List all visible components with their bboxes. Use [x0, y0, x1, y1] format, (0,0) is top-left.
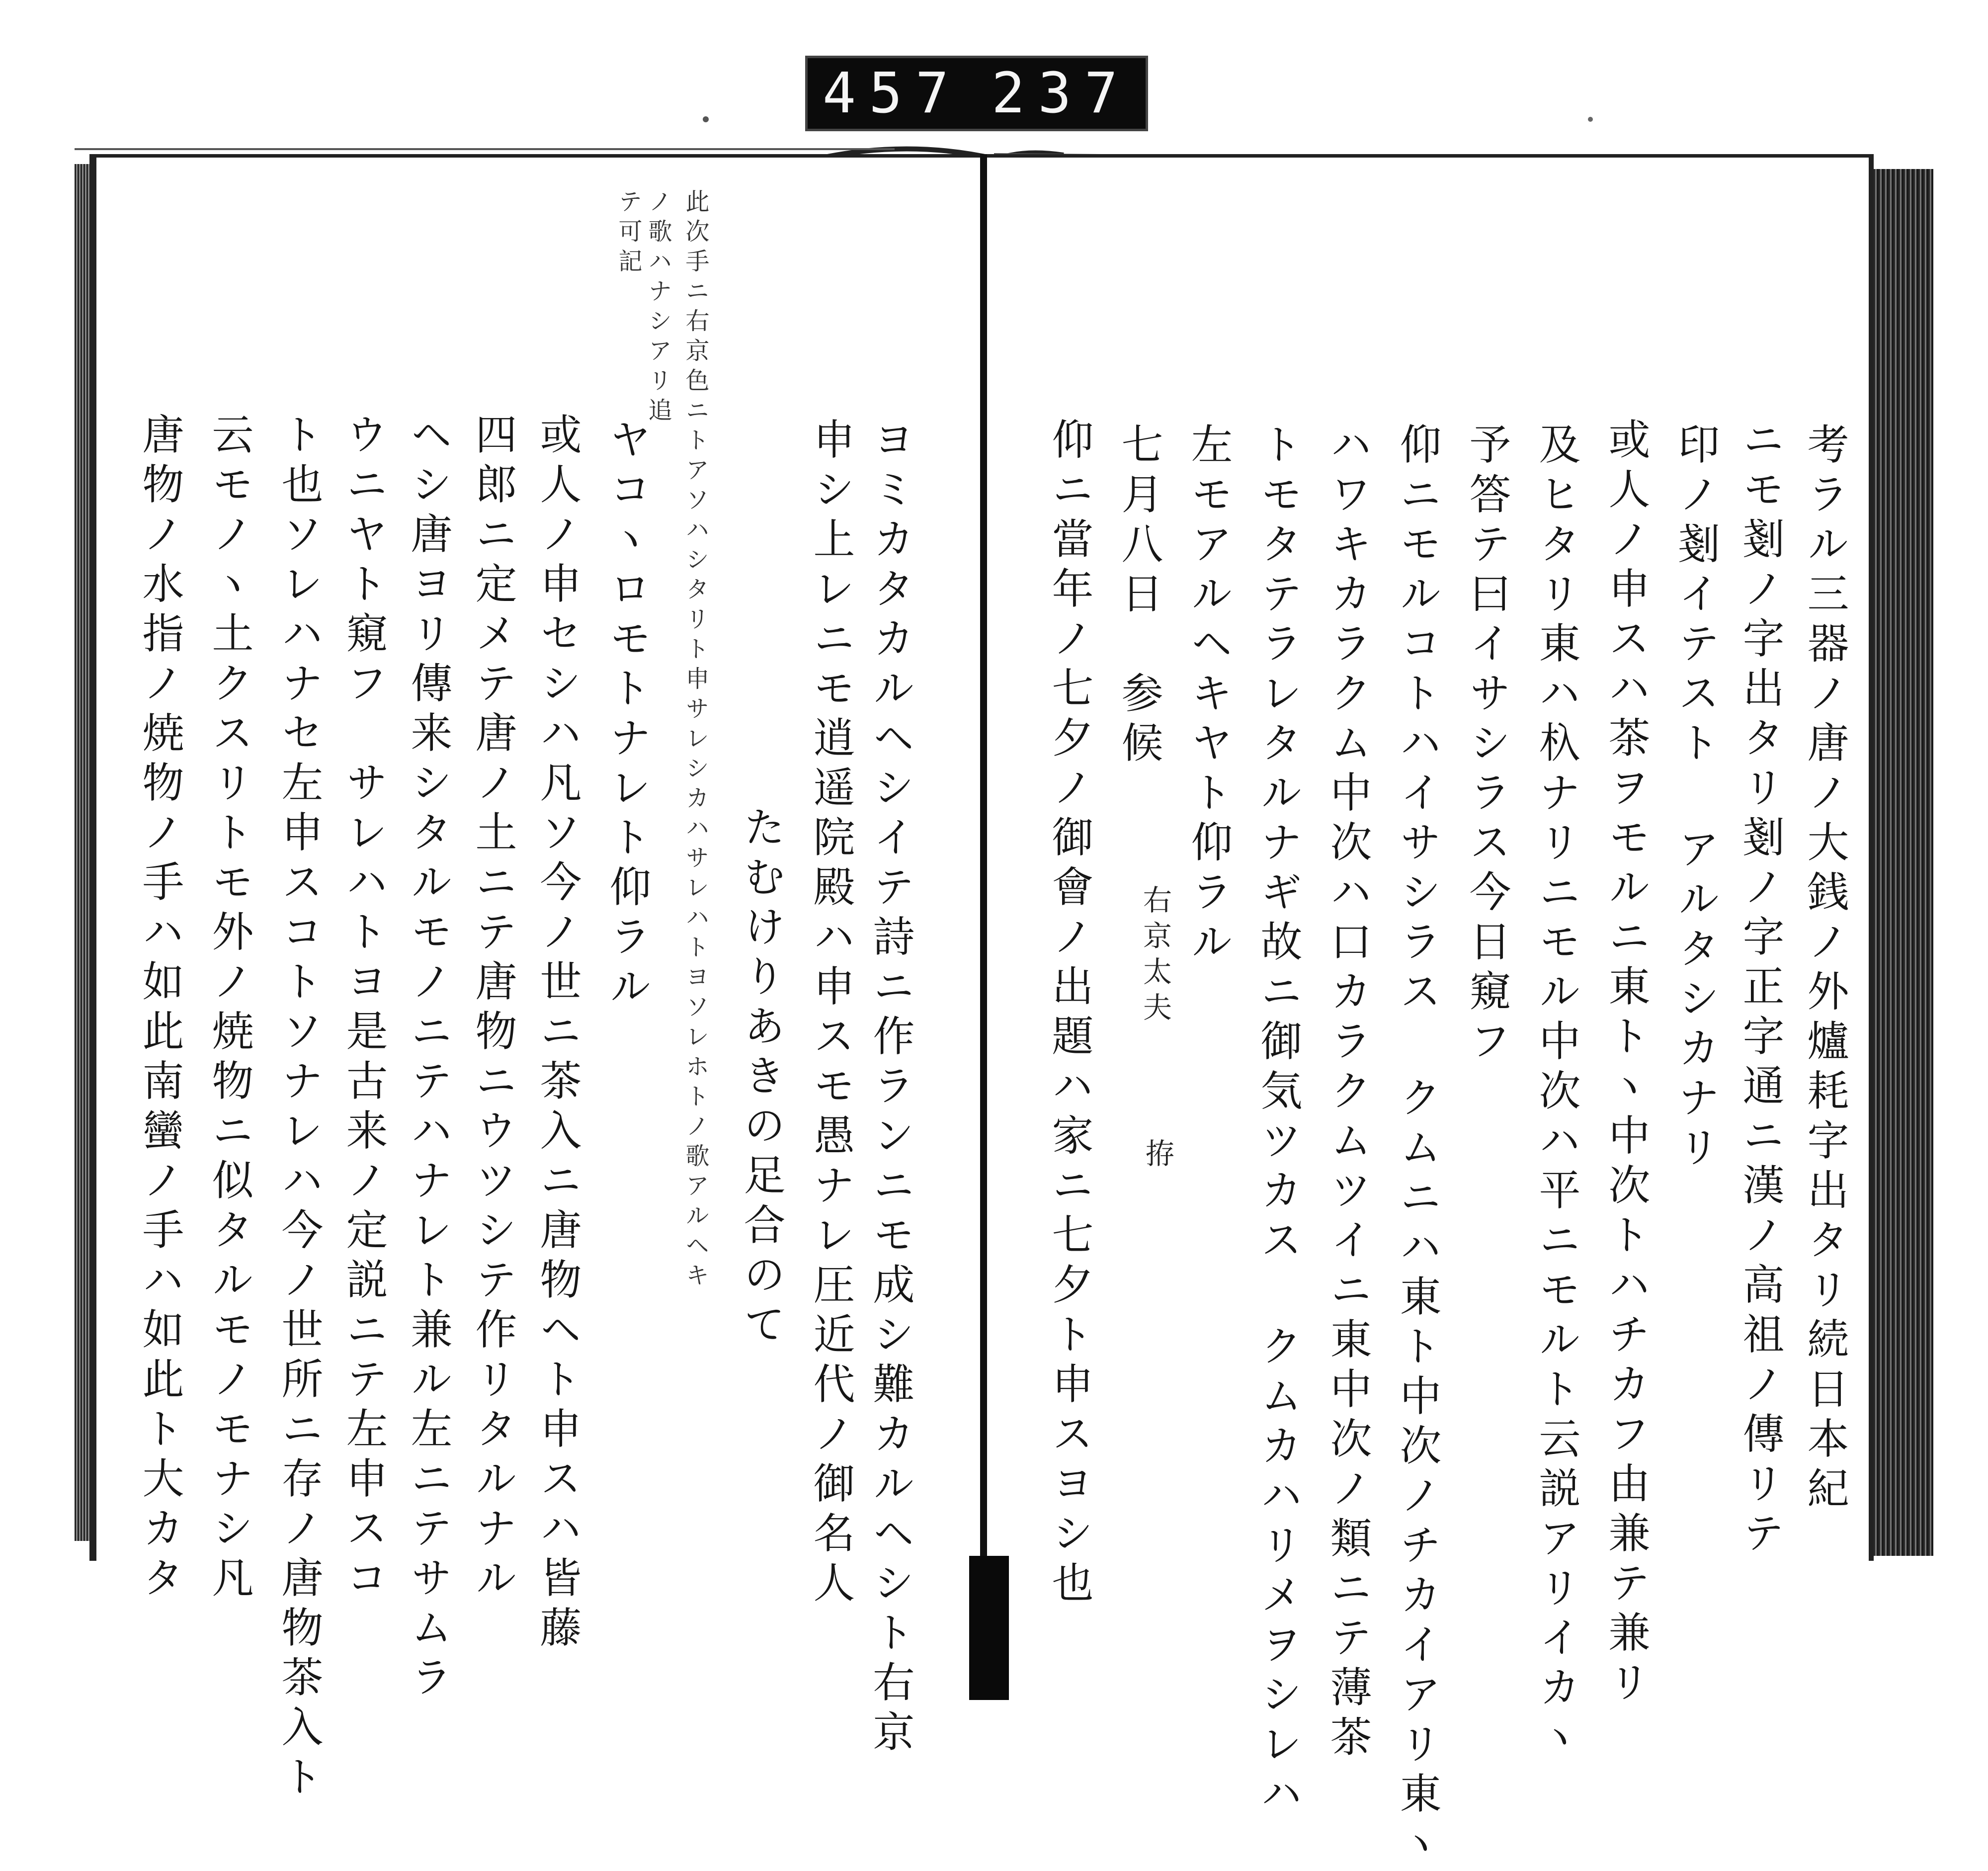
left-page-column-8: ウニヤト窺フ サレハトヨ是古来ノ定説ニテ左申スコ — [339, 413, 388, 1606]
frame-number-left: 457 — [822, 61, 962, 126]
right-page-column-7: 仰ニモルコトハイサシラス クムニハ東ト中次ノチカイアリ東ヽ — [1393, 423, 1442, 1871]
right-page-column-12: 仰ニ當年ノ七夕ノ御會ノ出題ハ家ニ七夕ト申スヨシ也 — [1045, 418, 1094, 1611]
book-spine — [980, 154, 987, 1566]
left-page-column-6: 四郎ニ定メテ唐ノ土ニテ唐物ニウツシテ作リタルナル — [469, 413, 517, 1606]
right-page-column-1: 考ラル三器ノ唐ノ大銭ノ外爐耗字出タリ続日本紀 — [1801, 423, 1849, 1516]
left-page-column-11: 唐物ノ水指ノ焼物ノ手ハ如此南蠻ノ手ハ如此ト大カタ — [136, 413, 184, 1606]
margin-note-line-1: 此次手ニ右京色ニトアソハシタリト申サレシカハサレハトヨソレホトノ歌アルヘキ — [681, 189, 709, 1292]
left-page-column-7: ヘシ唐ヨリ傳来シタルモノニテハナレト兼ル左ニテサムラ — [404, 413, 453, 1705]
right-page-column-8: ハワキカラクム中次ハ口カラクムツイニ東中次ノ類ニテ薄茶 — [1324, 423, 1372, 1765]
left-page-column-3: たむけりあきの足合のて — [737, 805, 786, 1352]
right-page-column-3: 印ノ剗イテスト アルタシカナリ — [1671, 423, 1720, 1175]
signature-mark: 拵 — [1141, 1138, 1174, 1174]
right-page-column-10: 左モアルヘキヤト仰ラル — [1184, 423, 1233, 969]
right-page-column-9: トモタテラレタルナギ故ニ御気ツカス クムカハリメヲシレハ — [1254, 423, 1303, 1821]
left-page-column-1: ヨミカタカルヘシイテ詩ニ作ランニモ成シ難カルヘシト右京 — [866, 418, 915, 1760]
left-page-column-5: 或人ノ申セシハ凡ソ今ノ世ニ茶入ニ唐物ヘト申スハ皆藤 — [533, 413, 582, 1655]
left-page-column-10: 云モノヽ土クスリトモ外ノ焼物ニ似タルモノモナシ凡 — [205, 413, 254, 1606]
right-page-column-11: 七月八日 参候 — [1115, 423, 1163, 770]
margin-note-line-3: テ可記 — [614, 189, 642, 278]
frame-number-label — [805, 56, 1148, 131]
left-page-column-4: ヤコヽロモトナレト仰ラル — [603, 418, 652, 1014]
left-page-column-2: 申シ上レニモ逍遥院殿ハ申スモ愚ナレ圧近代ノ御名人 — [807, 418, 855, 1611]
spine-tab — [969, 1556, 1009, 1700]
right-page-column-5: 及ヒタリ東ハ杁ナリニモル中次ハ平ニモルト云説アリイカヽ — [1532, 423, 1581, 1765]
right-page-column-4: 或人ノ申スハ茶ヲモルニ東トヽ中次トハチカフ由兼テ兼リ — [1602, 418, 1651, 1710]
frame-number-right: 237 — [991, 61, 1131, 126]
signature: 右京太夫 — [1138, 885, 1172, 1028]
right-page-edge — [1874, 169, 1933, 1556]
margin-note-line-2: ノ歌ハナシアリ追 — [644, 189, 672, 427]
left-page-column-9: ト也ソレハナセ左申スコトソナレハ今ノ世所ニ存ノ唐物茶入ト — [275, 413, 324, 1804]
right-page-column-6: 予答テ曰イサシラス今日窺フ — [1463, 423, 1511, 1069]
right-page-column-2: ニモ剗ノ字出タリ剗ノ字正字通ニ漢ノ高祖ノ傳リテ — [1736, 418, 1785, 1561]
